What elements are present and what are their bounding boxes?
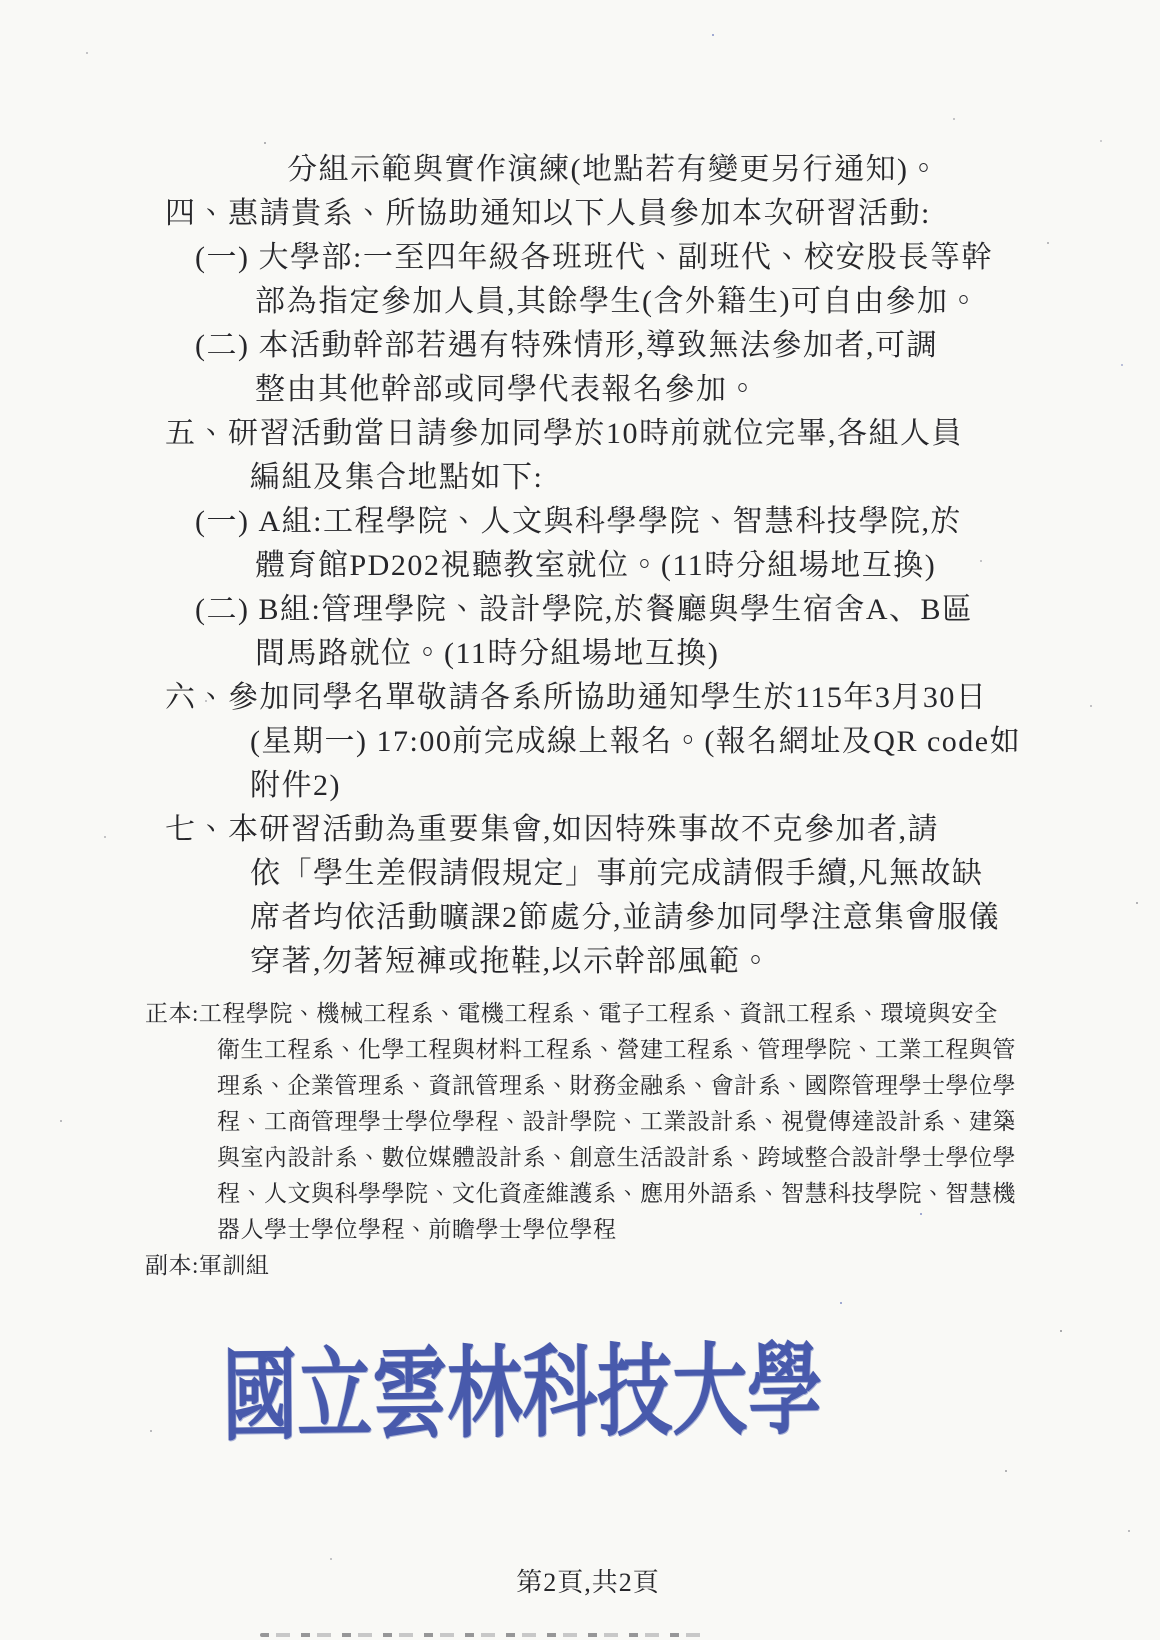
- cc-line: 器人學士學位學程、前瞻學士學位學程: [217, 1217, 617, 1242]
- body-line: 穿著,勿著短褲或拖鞋,以示幹部風範。: [250, 945, 772, 978]
- body-line: 整由其他幹部或同學代表報名參加。: [255, 373, 759, 406]
- cc-line: 程、工商管理學士學位學程、設計學院、工業設計系、視覺傳達設計系、建築: [217, 1109, 1016, 1134]
- cc-line: 理系、企業管理系、資訊管理系、財務金融系、會計系、國際管理學士學位學: [217, 1073, 1016, 1098]
- body-line: 附件2): [250, 769, 341, 802]
- cc-line: 程、人文與科學學院、文化資產維護系、應用外語系、智慧科技學院、智慧機: [217, 1181, 1016, 1206]
- body-line: 部為指定參加人員,其餘學生(含外籍生)可自由參加。: [255, 285, 980, 318]
- body-line-item-6: 六、參加同學名單敬請各系所協助通知學生於115年3月30日: [165, 681, 988, 714]
- body-line-item-5-2: (二) B組:管理學院、設計學院,於餐廳與學生宿舍A、B區: [195, 593, 974, 626]
- body-line: 編組及集合地點如下:: [250, 461, 544, 494]
- body-line: 間馬路就位。(11時分組場地互換): [255, 637, 720, 670]
- body-line: 體育館PD202視聽教室就位。(11時分組場地互換): [255, 549, 937, 582]
- body-line-item-4-1: (一) 大學部:一至四年級各班班代、副班代、校安股長等幹: [195, 241, 993, 274]
- body-line-carryover: 分組示範與實作演練(地點若有變更另行通知)。: [287, 153, 940, 186]
- scan-artifact-streak: [260, 1633, 710, 1637]
- cc-line-original-copy: 正本:工程學院、機械工程系、電機工程系、電子工程系、資訊工程系、環境與安全: [145, 1001, 998, 1026]
- distribution-list: [145, 996, 1085, 1284]
- scan-noise-specks: [0, 0, 2, 2]
- university-stamp: 國立雲林科技大學: [221, 1335, 823, 1453]
- body-line: (星期一) 17:00前完成線上報名。(報名網址及QR code如: [250, 725, 1022, 758]
- cc-line-carbon-copy: 副本:軍訓組: [145, 1253, 270, 1278]
- body-line: 席者均依活動曠課2節處分,並請參加同學注意集會服儀: [250, 901, 1000, 934]
- page-number: 第2頁,共2頁: [516, 1568, 660, 1597]
- body-line-item-5-1: (一) A組:工程學院、人文與科學學院、智慧科技學院,於: [195, 505, 962, 538]
- document-body: [135, 148, 1095, 984]
- body-line-item-4-2: (二) 本活動幹部若遇有特殊情形,導致無法參加者,可調: [195, 329, 938, 362]
- body-line: 依「學生差假請假規定」事前完成請假手續,凡無故缺: [250, 857, 984, 890]
- cc-line: 衛生工程系、化學工程與材料工程系、營建工程系、管理學院、工業工程與管: [217, 1037, 1016, 1062]
- cc-line: 與室內設計系、數位媒體設計系、創意生活設計系、跨域整合設計學士學位學: [217, 1145, 1016, 1170]
- body-line-item-7: 七、本研習活動為重要集會,如因特殊事故不克參加者,請: [165, 813, 939, 846]
- body-line-item-5: 五、研習活動當日請參加同學於10時前就位完畢,各組人員: [165, 417, 963, 450]
- body-line-item-4: 四、惠請貴系、所協助通知以下人員參加本次研習活動:: [165, 197, 931, 230]
